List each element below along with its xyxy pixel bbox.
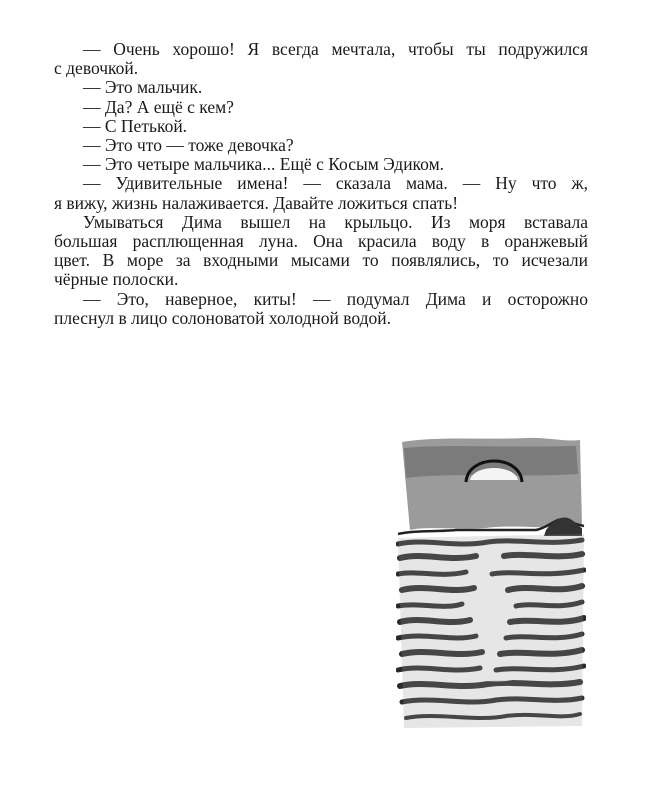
- paragraph-2: [54, 78, 588, 97]
- text-line: — Это четыре мальчика... Ещё с Косым Эдиком.: [83, 154, 445, 175]
- text-line: — Удивительные имена! — сказала мама. — Ну что ж,: [83, 173, 588, 194]
- text-line: плеснул в лицо солоноватой холодной водой.: [54, 307, 392, 328]
- paragraph-3: [54, 98, 588, 117]
- text-line: я вижу, жизнь налаживается. Давайте ложиться спать!: [54, 192, 459, 213]
- text-line: — Да? А ещё с кем?: [83, 96, 234, 117]
- paragraph-7: [54, 174, 588, 212]
- text-line: Умываться Дима вышел на крыльцо. Из моря вставала: [83, 211, 588, 232]
- paragraph-6: [54, 155, 588, 174]
- paragraph-9: [54, 290, 588, 328]
- paragraph-1: [54, 40, 588, 78]
- paragraph-5: [54, 136, 588, 155]
- text-line: с девочкой.: [54, 58, 139, 79]
- ink-sketch: [396, 434, 586, 734]
- text-line: большая расплющенная луна. Она красила воду в оранжевый: [54, 231, 588, 252]
- page-text: [54, 40, 588, 328]
- paragraph-4: [54, 117, 588, 136]
- sea-wash: [398, 534, 584, 728]
- text-line: цвет. В море за входными мысами то появлялись, то исчезали: [54, 250, 588, 271]
- text-line: — С Петькой.: [83, 115, 188, 136]
- text-line: — Это мальчик.: [83, 77, 203, 98]
- text-line: — Это, наверное, киты! — подумал Дима и осторожно: [83, 288, 588, 309]
- paragraph-8: [54, 213, 588, 290]
- moon-sea-illustration: [396, 434, 586, 734]
- text-line: — Это что — тоже девочка?: [83, 135, 294, 156]
- text-line: чёрные полоски.: [54, 269, 179, 290]
- text-line: — Очень хорошо! Я всегда мечтала, чтобы ты подружился: [83, 39, 588, 59]
